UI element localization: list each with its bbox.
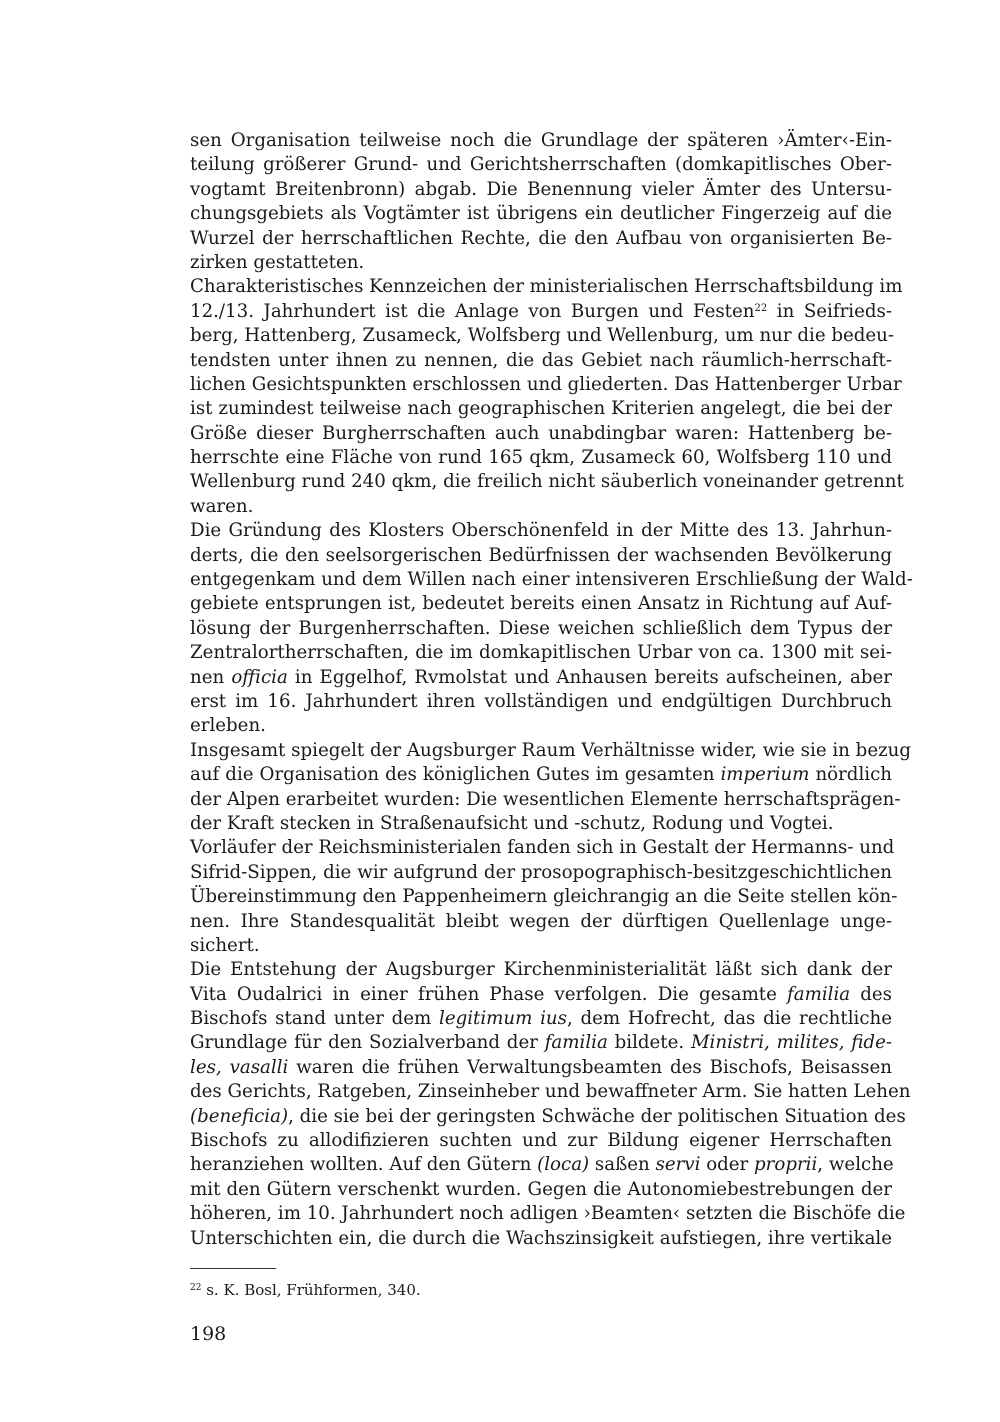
text-segment: oder xyxy=(700,1154,755,1176)
text-segment: 12./13. Jahrhundert ist die Anlage von Burgen und Festen xyxy=(190,300,755,322)
text-line xyxy=(190,1153,892,1177)
text-line: chungsgebiets als Vogtämter ist übrigens ein deutlicher Fingerzeig auf die xyxy=(190,203,892,225)
text-line: Bischofs zu allodifizieren suchten und zur Bildung eigener Herrschaften xyxy=(190,1130,892,1152)
text-line xyxy=(190,666,892,690)
italic-term: (loca) xyxy=(537,1154,590,1176)
text-line: herrschte eine Fläche von rund 165 qkm, Zusameck 60, Wolfsberg 110 und xyxy=(190,447,892,469)
text-line: erst im 16. Jahrhundert ihren vollständigen und endgültigen Durchbruch xyxy=(190,690,892,712)
footnote-reference: 22 xyxy=(754,302,768,314)
text-line: Unterschichten ein, die durch die Wachszinsigkeit aufstiegen, ihre vertikale xyxy=(190,1227,892,1249)
text-line: lichen Gesichtspunkten erschlossen und gliederten. Das Hattenberger Urbar xyxy=(190,373,902,395)
text-line: tendsten unter ihnen zu nennen, die das Gebiet nach räumlich-herrschaft- xyxy=(190,349,892,371)
text-segment: in Seifrieds- xyxy=(767,300,892,322)
italic-term: proprii xyxy=(754,1154,818,1176)
text-line: lösung der Burgenherrschaften. Diese weichen schließlich dem Typus der xyxy=(190,617,892,639)
text-segment: , dem Hofrecht, das die rechtliche xyxy=(566,1008,892,1030)
text-line xyxy=(190,763,892,787)
text-line: ist zumindest teilweise nach geographischen Kriterien angelegt, die bei der xyxy=(190,398,892,420)
text-line: entgegenkam und dem Willen nach einer intensiveren Erschließung der Wald- xyxy=(190,569,913,591)
text-line: der Kraft stecken in Straßenaufsicht und -schutz, Rodung und Vogtei. xyxy=(190,812,834,834)
text-segment: Bischofs stand unter dem xyxy=(190,1008,439,1030)
italic-term: imperium xyxy=(720,764,810,786)
text-segment: bildete. xyxy=(607,1032,691,1054)
text-line: Die Entstehung der Augsburger Kirchenministerialität läßt sich dank der xyxy=(190,959,892,981)
text-line: gebiete entsprungen ist, bedeutet bereits einen Ansatz in Richtung auf Auf- xyxy=(190,593,892,615)
text-line: Insgesamt spiegelt der Augsburger Raum Verhältnisse wider, wie sie in bezug xyxy=(190,739,912,761)
text-segment: in Eggelhof, Rvmolstat und Anhausen bereits aufscheinen, aber xyxy=(287,666,892,688)
text-line xyxy=(190,1007,892,1031)
text-line xyxy=(190,1056,892,1080)
text-segment: nen xyxy=(190,666,232,688)
text-line: erleben. xyxy=(190,715,266,737)
text-segment: , welche xyxy=(817,1154,894,1176)
text-line: höheren, im 10. Jahrhundert noch adligen ›Beamten‹ setzten die Bischöfe die xyxy=(190,1203,906,1225)
footnote xyxy=(190,1280,421,1300)
footnote-divider xyxy=(190,1268,276,1269)
text-line xyxy=(190,300,892,324)
italic-term: familia xyxy=(544,1032,608,1054)
text-segment: nördlich xyxy=(809,764,892,786)
italic-term: Ministri, milites, fide- xyxy=(690,1032,892,1054)
text-line: der Alpen erarbeitet wurden: Die wesentlichen Elemente herrschaftsprägen- xyxy=(190,788,901,810)
text-segment: saßen xyxy=(589,1154,656,1176)
text-line: Wurzel der herrschaftlichen Rechte, die den Aufbau von organisierten Be- xyxy=(190,227,892,249)
text-segment: waren die frühen Verwaltungsbeamten des Bischofs, Beisassen xyxy=(288,1056,892,1078)
italic-term: familia xyxy=(787,983,851,1005)
text-line: mit den Gütern verschenkt wurden. Gegen die Autonomiebestrebungen der xyxy=(190,1178,892,1200)
text-line: Die Gründung des Klosters Oberschönenfeld in der Mitte des 13. Jahrhun- xyxy=(190,520,892,542)
text-line: Größe dieser Burgherrschaften auch unabdingbar waren: Hattenberg be- xyxy=(190,422,892,444)
text-line: sichert. xyxy=(190,934,260,956)
text-line: waren. xyxy=(190,495,254,517)
text-line: Sifrid-Sippen, die wir aufgrund der prosopographisch-besitzgeschichtlichen xyxy=(190,861,892,883)
italic-term: legitimum ius xyxy=(439,1008,567,1030)
text-segment: , die sie bei der geringsten Schwäche der politischen Situation des xyxy=(288,1105,906,1127)
text-line xyxy=(190,1105,906,1129)
text-line: nen. Ihre Standesqualität bleibt wegen der dürftigen Quellenlage unge- xyxy=(190,910,892,932)
text-line: sen Organisation teilweise noch die Grundlage der späteren ›Ämter‹-Ein- xyxy=(190,130,892,151)
text-line: derts, die den seelsorgerischen Bedürfnissen der wachsenden Bevölkerung xyxy=(190,544,892,566)
text-line: zirken gestatteten. xyxy=(190,251,365,273)
text-line: Wellenburg rund 240 qkm, die freilich nicht säuberlich voneinander getrennt xyxy=(190,471,904,493)
text-segment: Vita Oudalrici in einer frühen Phase verfolgen. Die gesamte xyxy=(190,983,788,1005)
italic-term: officia xyxy=(231,666,288,688)
text-segment: Grundlage für den Sozialverband der xyxy=(190,1032,545,1054)
text-line: des Gerichts, Ratgeben, Zinseinheber und bewaffneter Arm. Sie hatten Lehen xyxy=(190,1081,911,1103)
italic-term: servi xyxy=(655,1154,701,1176)
italic-term: les, vasalli xyxy=(190,1056,289,1078)
footnote-text: s. K. Bosl, Frühformen, 340. xyxy=(201,1281,421,1299)
text-line: vogtamt Breitenbronn) abgab. Die Benennung vieler Ämter des Untersu- xyxy=(190,178,892,200)
italic-term: (beneficia) xyxy=(190,1105,289,1127)
text-segment: heranziehen wollten. Auf den Gütern xyxy=(190,1154,538,1176)
text-line: Charakteristisches Kennzeichen der ministerialischen Herrschaftsbildung im xyxy=(190,276,903,298)
text-segment: auf die Organisation des königlichen Gutes im gesamten xyxy=(190,764,721,786)
body-text xyxy=(190,129,913,1251)
text-line: Übereinstimmung den Pappenheimern gleichrangig an die Seite stellen kön- xyxy=(190,886,898,908)
text-line xyxy=(190,1031,892,1055)
footnote-marker: 22 xyxy=(190,1283,202,1293)
text-line: teilung größerer Grund- und Gerichtsherrschaften (domkapitlisches Ober- xyxy=(190,154,892,176)
page-number: 198 xyxy=(190,1323,227,1345)
text-line: Zentralortherrschaften, die im domkapitlischen Urbar von ca. 1300 mit sei- xyxy=(190,642,892,664)
text-line: berg, Hattenberg, Zusameck, Wolfsberg und Wellenburg, um nur die bedeu- xyxy=(190,325,895,347)
text-line xyxy=(190,983,892,1007)
text-segment: des xyxy=(850,983,893,1005)
text-line: Vorläufer der Reichsministerialen fanden sich in Gestalt der Hermanns- und xyxy=(190,837,895,859)
